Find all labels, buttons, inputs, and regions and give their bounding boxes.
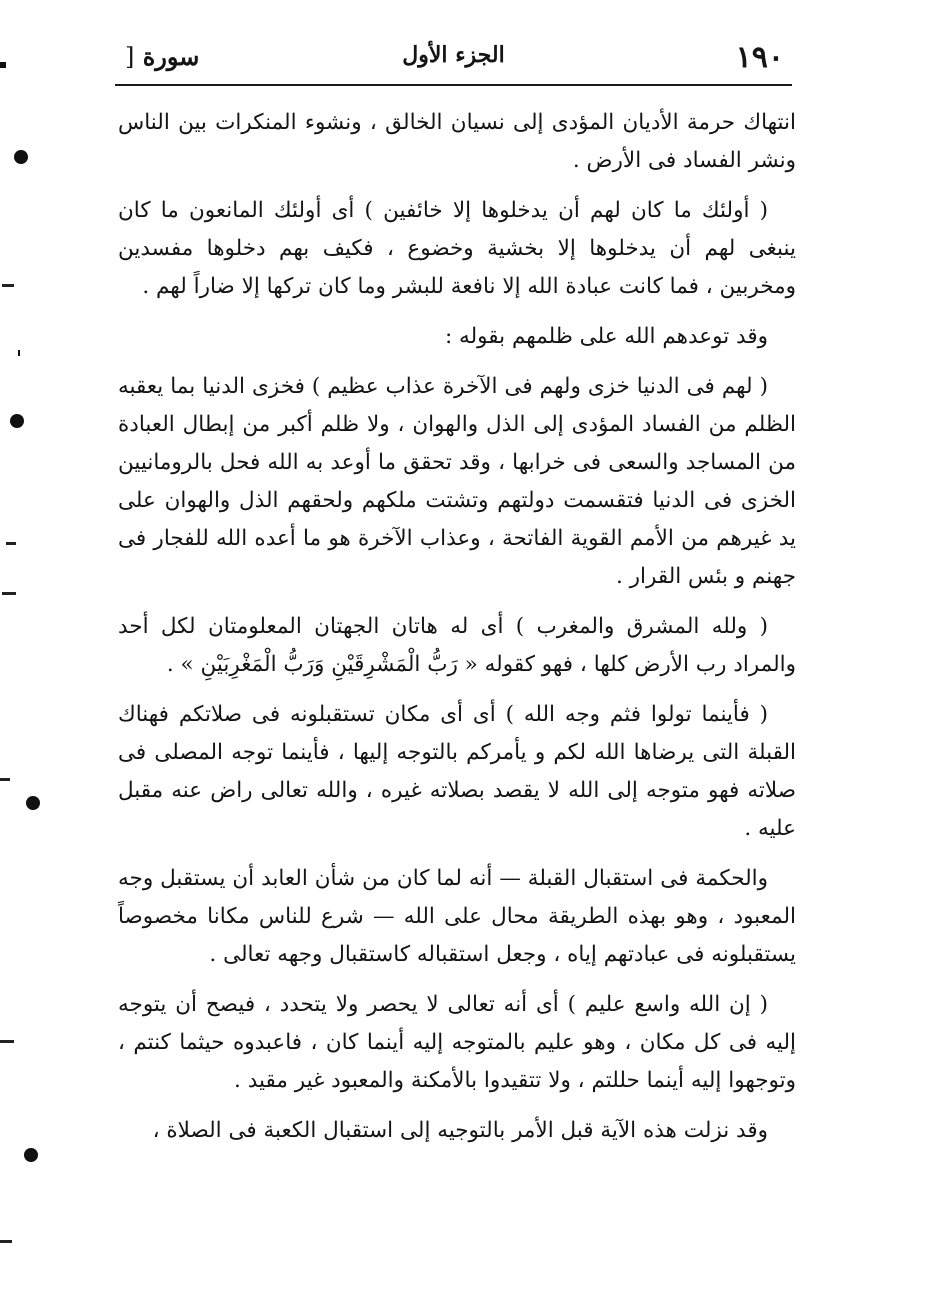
body-text [118, 104, 796, 1162]
part-title: الجزء الأول [402, 42, 505, 68]
margin-blot [10, 414, 24, 428]
margin-dash [0, 1040, 14, 1043]
paragraph: ( فأينما تولوا فثم وجه الله ) أى أى مكان تستقبلونه فى صلاتكم فهناك القبلة التى يرضاها الله لكم و يأمركم بالتوجه إليها ، فأينما توجه المصلى فى صلاته فهو متوجه إلى الله لا يقصد بصلاته غيره ، والله تعالى راض عنه مقبل عليه . [118, 702, 796, 841]
margin-dash [6, 542, 16, 545]
margin-speck [18, 350, 20, 356]
paragraph: ( إن الله واسع عليم ) أى أنه تعالى لا يحصر ولا يتحدد ، فيصح أن يتوجه إليه فى كل مكان ، وهو عليم بالمتوجه إليه أينما كان ، فاعبدوه حيثما كنتم ، وتوجهوا إليه أينما حللتم ، ولا تتقيدوا بالأمكنة والمعبود غير مقيد . [118, 992, 796, 1093]
paragraph: وقد توعدهم الله على ظلمهم بقوله : [444, 324, 768, 349]
page-number: ١٩٠ [735, 40, 784, 75]
page-header [115, 36, 792, 84]
paragraph: ( ولله المشرق والمغرب ) أى له هاتان الجهتان المعلومتان لكل أحد والمراد رب الأرض كلها ، فهو كقوله « رَبُّ الْمَشْرِقَيْنِ وَرَبُّ الْمَغْرِبَيْنِ » . [118, 614, 796, 677]
margin-blot [14, 150, 28, 164]
margin-speck [0, 62, 6, 68]
margin-blot [26, 796, 40, 810]
margin-dash [2, 284, 14, 287]
surah-label-text: سورة [142, 42, 200, 71]
margin-dash [0, 1240, 12, 1243]
header-rule [115, 84, 792, 86]
surah-label [121, 42, 199, 71]
margin-dash [0, 778, 10, 781]
paragraph: ( أولئك ما كان لهم أن يدخلوها إلا خائفين ) أى أولئك المانعون ما كان ينبغى لهم أن يدخلوها إلا بخشية وخضوع ، فكيف بهم دخلوها مفسدين ومخربين ، فما كانت عبادة الله إلا نافعة للبشر وما كان تركها إلا ضاراً لهم . [118, 198, 796, 299]
paragraph: انتهاك حرمة الأديان المؤدى إلى نسيان الخالق ، ونشوء المنكرات بين الناس ونشر الفساد فى الأرض . [118, 110, 796, 173]
paragraph: ( لهم فى الدنيا خزى ولهم فى الآخرة عذاب عظيم ) فخزى الدنيا بما يعقبه الظلم من الفساد المؤدى إلى الذل والهوان ، ولا ظلم أكبر من إبطال العبادة من المساجد والسعى فى خرابها ، وقد تحقق ما أوعد به الله فحل بالرومانيين الخزى فى الدنيا فتقسمت دولتهم وتشتت ملكهم ولحقهم الذل والهوان على يد غيرهم من الأمم القوية الفاتحة ، وعذاب الآخرة هو ما أعده الله للفجار فى جهنم و بئس القرار . [118, 374, 796, 589]
paragraph: وقد نزلت هذه الآية قبل الأمر بالتوجيه إلى استقبال الكعبة فى الصلاة ، [152, 1118, 768, 1143]
surah-label-bracket: [ [125, 43, 135, 71]
margin-dash [2, 592, 16, 595]
paragraph: والحكمة فى استقبال القبلة — أنه لما كان من شأن العابد أن يستقبل وجه المعبود ، وهو بهذه الطريقة محال على الله — شرع للناس مكانا مخصوصاً يستقبلونه فى عبادتهم إياه ، وجعل استقباله كاستقبال وجهه تعالى . [118, 866, 796, 967]
margin-blot [24, 1148, 38, 1162]
